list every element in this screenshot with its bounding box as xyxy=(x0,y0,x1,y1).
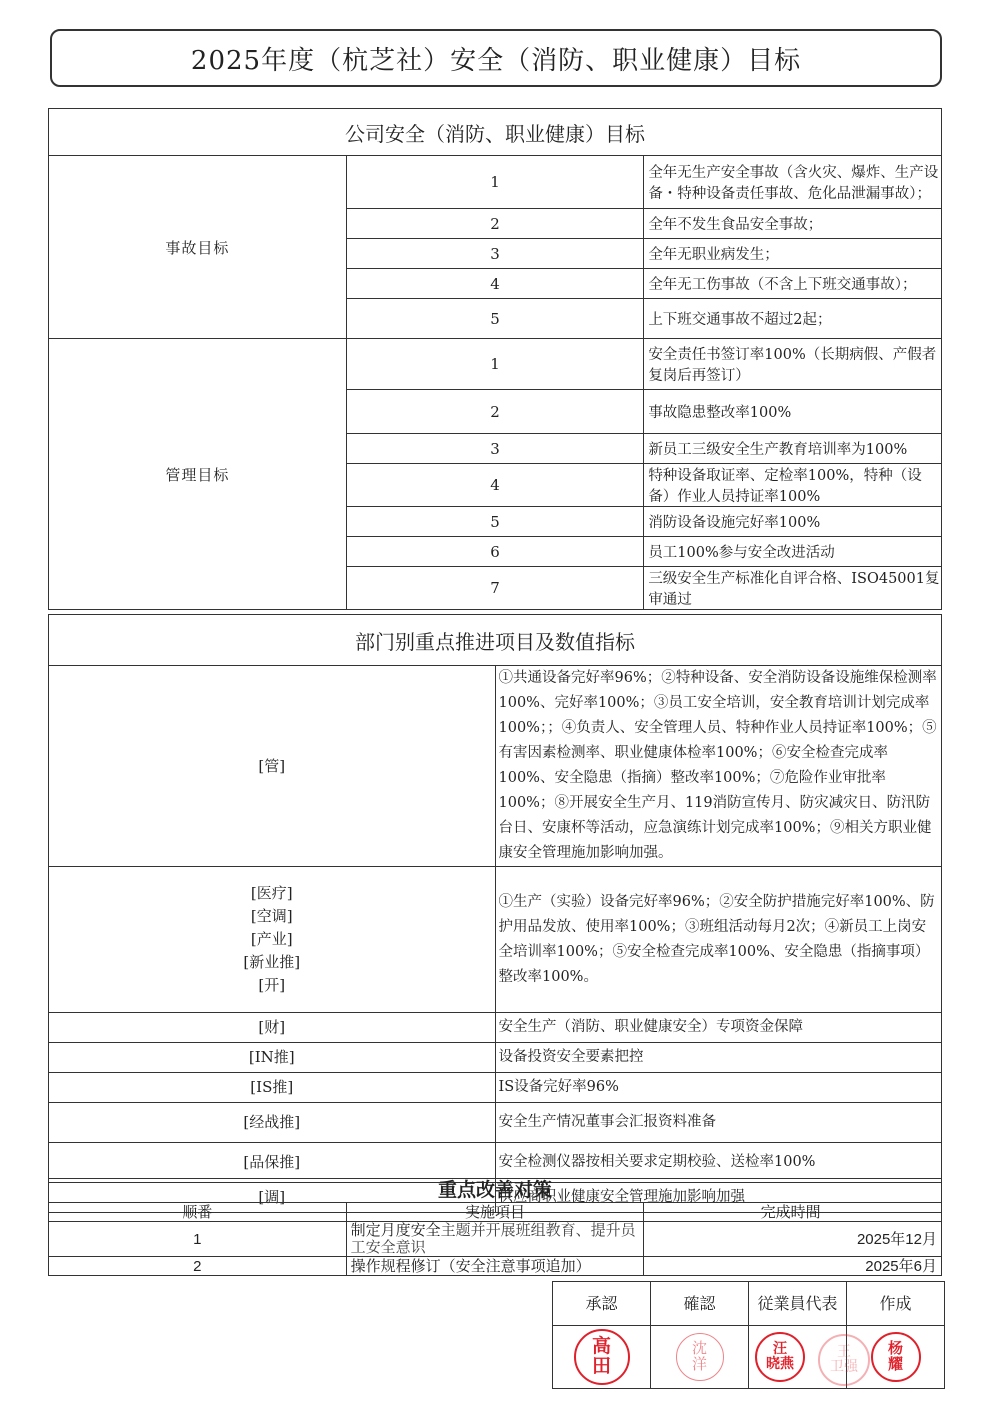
goal-item: 安全责任书签订率100%（长期病假、产假者复岗后再签订） xyxy=(644,339,942,390)
seal-char: 高 xyxy=(591,1335,611,1358)
item-number: 2 xyxy=(346,390,644,434)
seal-stamp xyxy=(676,1333,724,1381)
goal-item: 消防设备设施完好率100% xyxy=(644,507,942,537)
signature-column-approve: 承認 xyxy=(553,1282,651,1326)
item-number: 3 xyxy=(346,239,644,269)
company-goals-header: 公司安全（消防、职业健康）目标 xyxy=(49,109,942,156)
goal-item: 三级安全生产标准化自评合格、ISO45001复审通过 xyxy=(644,567,942,610)
completion-date: 2025年12月 xyxy=(644,1222,942,1257)
item-number: 7 xyxy=(346,567,644,610)
department-tag: [开] xyxy=(258,976,286,994)
department-goals-table xyxy=(48,614,942,1213)
department-goal-text: 安全生产（消防、职业健康安全）专项资金保障 xyxy=(495,1013,942,1043)
department-label xyxy=(49,867,496,1013)
item-number: 1 xyxy=(346,339,644,390)
signature-cell xyxy=(847,1326,945,1389)
department-label: [IS推] xyxy=(49,1073,496,1103)
seal-char: 沈 xyxy=(691,1339,707,1358)
row-number: 2 xyxy=(49,1257,347,1276)
improvement-header: 重点改善对策 xyxy=(49,1179,942,1203)
department-label: [财] xyxy=(49,1013,496,1043)
signature-column-employee-rep: 従業員代表 xyxy=(749,1282,847,1326)
department-goals-header: 部门别重点推进项目及数值指标 xyxy=(49,615,942,666)
item-number: 4 xyxy=(346,464,644,507)
improvement-item-text: 制定月度安全 xyxy=(350,1222,441,1239)
item-number: 3 xyxy=(346,434,644,464)
goal-item: 全年不发生食品安全事故； xyxy=(644,209,942,239)
seal-stamp xyxy=(871,1332,921,1382)
completion-date: 2025年6月 xyxy=(644,1257,942,1276)
improvement-item xyxy=(346,1222,644,1257)
document-title: 2025年度（杭芝社）安全（消防、职业健康）目标 xyxy=(50,29,942,87)
department-label: [调] xyxy=(49,1183,496,1213)
department-goal-text: 安全检测仪器按相关要求定期校验、送检率100% xyxy=(495,1143,942,1183)
department-label xyxy=(49,666,496,867)
department-label: [品保推] xyxy=(49,1143,496,1183)
improvement-item-text: 操作规程修订（安全注意事项追加） xyxy=(350,1257,591,1275)
seal-char: 卫强 xyxy=(830,1359,858,1375)
item-number: 2 xyxy=(346,209,644,239)
department-tag: [产业] xyxy=(250,930,293,948)
seal-stamp xyxy=(755,1332,805,1382)
goal-item: 员工100%参与安全改进活动 xyxy=(644,537,942,567)
department-goal-text: ①生产（实验）设备完好率96%；②安全防护措施完好率100%、防护用品发放、使用率100%；③班组活动每月2次；④新员工上岗安全培训率100%；⑤安全检查完成率100%、安全隐患（指摘事项）整改率100%。 xyxy=(495,867,942,1013)
row-number: 1 xyxy=(49,1222,347,1257)
goal-item: 特种设备取证率、定检率100%，特种（设备）作业人员持证率100% xyxy=(644,464,942,507)
group-label-accident: 事故目标 xyxy=(49,156,347,339)
item-number: 5 xyxy=(346,507,644,537)
seal-stamp xyxy=(574,1329,630,1385)
signature-cell xyxy=(651,1326,749,1389)
goal-item: 全年无工伤事故（不含上下班交通事故）； xyxy=(644,269,942,299)
seal-char: 杨 xyxy=(887,1339,903,1358)
signature-cell xyxy=(749,1326,858,1389)
seal-char: 汪 xyxy=(773,1341,787,1358)
goal-item: 全年无职业病发生； xyxy=(644,239,942,269)
column-header-item: 実施項目 xyxy=(346,1203,644,1222)
signature-cell xyxy=(553,1326,651,1389)
department-label: [IN推] xyxy=(49,1043,496,1073)
column-header-date: 完成時間 xyxy=(644,1203,942,1222)
goal-item: 全年无生产安全事故（含火灾、爆炸、生产设备・特种设备责任事故、危化品泄漏事故）； xyxy=(644,156,942,209)
department-tag: [医疗] xyxy=(250,884,293,902)
company-goals-table xyxy=(48,108,942,610)
seal-char: 洋 xyxy=(691,1355,707,1373)
department-tag: [新业推] xyxy=(243,953,301,971)
item-number: 4 xyxy=(346,269,644,299)
seal-char: 晓燕 xyxy=(766,1356,794,1372)
signature-column-confirm: 確認 xyxy=(651,1282,749,1326)
signature-table xyxy=(552,1281,945,1389)
item-number: 6 xyxy=(346,537,644,567)
seal-char: 田 xyxy=(591,1355,611,1377)
improvement-item-text: 主题并开展班组教育、提升员工安全意识 xyxy=(350,1221,636,1256)
signature-column-prepared: 作成 xyxy=(847,1282,945,1326)
group-label-management: 管理目标 xyxy=(49,339,347,610)
column-header-order: 顺番 xyxy=(49,1203,347,1222)
department-goal-text: 安全生产情况董事会汇报资料准备 xyxy=(495,1103,942,1143)
department-goal-text: IS设备完好率96% xyxy=(495,1073,942,1103)
department-goal-text: ①共通设备完好率96%；②特种设备、安全消防设备设施维保检测率100%、完好率100%；③员工安全培训，安全教育培训计划完成率100%；；④负责人、安全管理人员、特种作业人员持证率100%；⑤有害因素检测率、职业健康体检率100%；⑥安全检查完成率100%、安全隐患（指摘）整改率100%；⑦危险作业审批率100%；⑧开展安全生产月、119消防宣传月、防灾减灾日、防汛防台日、安康杯等活动，应急演练计划完成率100%；⑨相关方职业健康安全管理施加影响加强。 xyxy=(495,666,942,867)
item-number: 1 xyxy=(346,156,644,209)
goal-item: 事故隐患整改率100% xyxy=(644,390,942,434)
seal-char: 王 xyxy=(837,1344,851,1361)
goal-item: 新员工三级安全生产教育培训率为100% xyxy=(644,434,942,464)
department-goal-text: 供应商职业健康安全管理施加影响加强 xyxy=(495,1183,942,1213)
item-number: 5 xyxy=(346,299,644,339)
department-tag: [空调] xyxy=(250,907,293,925)
seal-char: 耀 xyxy=(887,1355,903,1373)
department-tag: [管] xyxy=(258,756,286,775)
improvement-item xyxy=(346,1257,644,1276)
goal-item: 上下班交通事故不超过2起； xyxy=(644,299,942,339)
improvement-table xyxy=(48,1178,942,1276)
department-goal-text: 设备投资安全要素把控 xyxy=(495,1043,942,1073)
department-label: [经战推] xyxy=(49,1103,496,1143)
